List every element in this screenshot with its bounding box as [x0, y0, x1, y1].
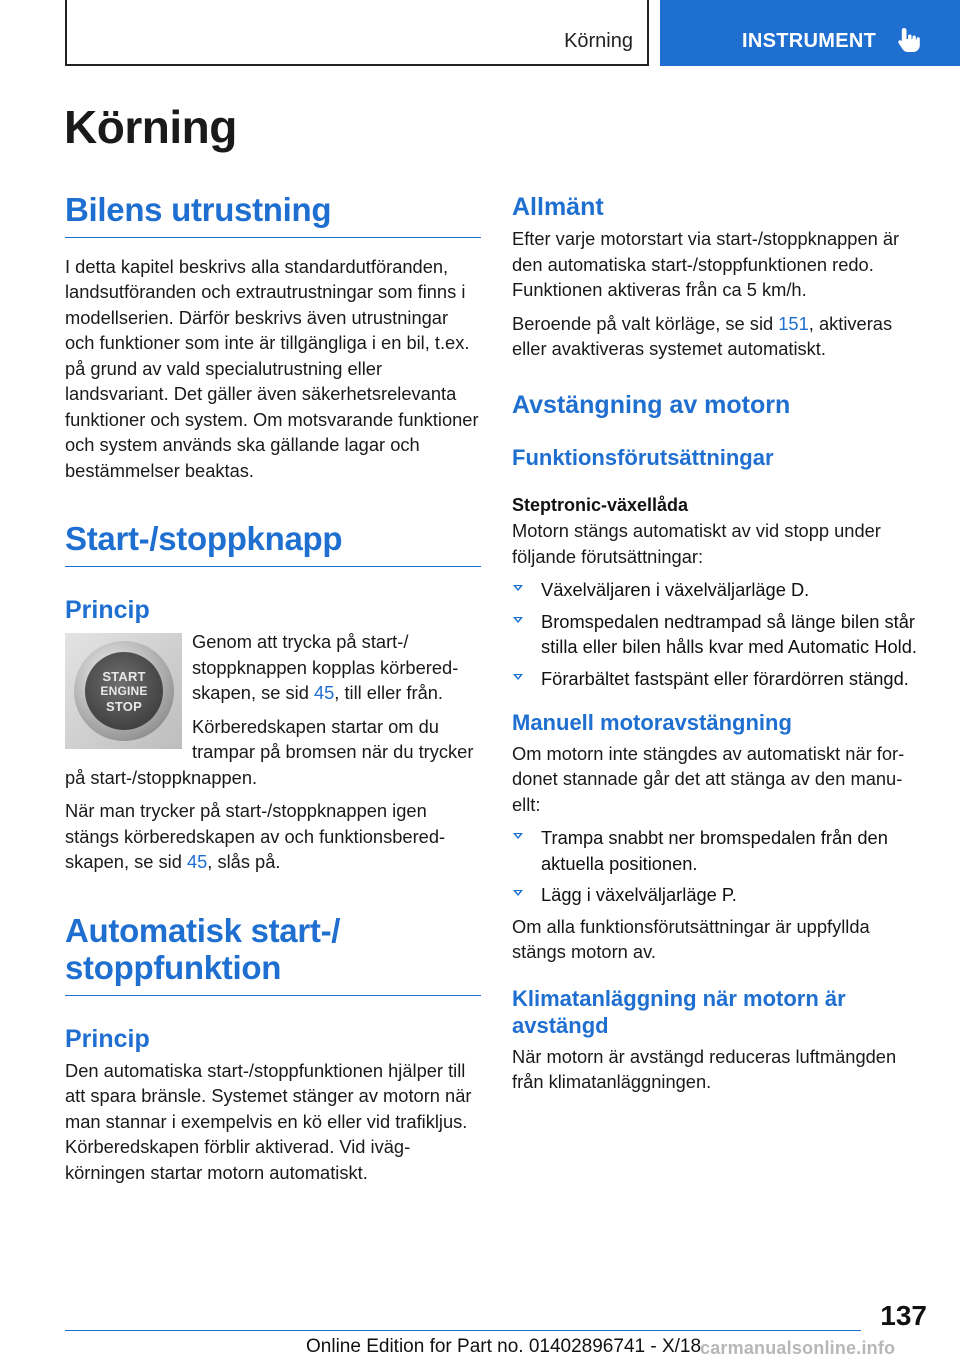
heading-principle: Princip	[65, 1024, 150, 1053]
header-chapter-box	[660, 0, 960, 66]
list-item: Lägg i växelväljarläge P.	[512, 882, 924, 908]
paragraph-manual-result: Om alla funktionsförutsättningar är uppfyllda stängs motorn av.	[512, 915, 870, 962]
heading-equipment: Bilens utrustning	[65, 192, 481, 238]
heading-general: Allmänt	[512, 193, 604, 221]
paragraph-manual-intro: Om motorn inte stängdes av automatiskt när fordonet stannade går det att stänga av den manuellt:	[512, 742, 905, 815]
paragraph-conditions-intro: Motorn stängs automatiskt av vid stopp under följande förutsättningar:	[512, 520, 881, 567]
paragraph-start-stop-2: Körberedskapen startar om du trampar på bromsen när du trycker på start-/stoppknappen.	[65, 715, 474, 788]
list-item: Växelväljaren i växelväljarläge D.	[512, 577, 924, 603]
edition-text: Online Edition for Part no. 01402896741 - X/18	[306, 1336, 702, 1357]
button-image-line: STOP	[106, 698, 142, 714]
paragraph-equipment: I detta kapitel beskrivs alla standardutföranden, landsutföranden och extrautrustningar som finns i modellserien. Därför beskrivs även utrustningar och funktioner som inte är tillgängliga i en bil, t.ex. på grund av vald specialutrustning eller landsvariant. Det gäller även säkerhetsrelevanta funktioner och system. Om motsvarande funktioner och system används ska gällande lagar och bestämmelser beaktas.	[65, 255, 479, 481]
manual-steps-list	[512, 825, 924, 908]
left-column	[65, 192, 481, 1193]
page-link-45[interactable]: 45	[186, 851, 208, 873]
button-image-line: ENGINE	[100, 683, 148, 698]
heading-climate: Klimatanläggning när motorn är avstängd	[512, 985, 846, 1038]
watermark-text: carmanualsonline.info	[700, 1338, 896, 1358]
list-item: Förarbältet fastspänt eller förardörren stängd.	[512, 666, 924, 692]
list-item: Bromspedalen nedtrampad så länge bilen står stilla eller bilen hålls kvar med Automatic Hold.	[512, 609, 924, 660]
header-section-box	[65, 0, 649, 66]
paragraph-start-stop-3: När man trycker på start-/stoppknappen igen stängs körberedskapen av och funktionsberedskapen, se sid 45, slås på.	[65, 800, 446, 873]
heading-engine-off: Avstängning av motorn	[512, 390, 791, 419]
heading-function-conditions: Funktionsförutsättningar	[512, 444, 774, 470]
button-image-line: START	[102, 668, 146, 684]
paragraph-general-2: Beroende på valt körläge, se sid 151, aktiveras eller avaktiveras systemet automatiskt.	[512, 312, 893, 359]
paragraph-general-1: Efter varje motorstart via start-/stoppknappen är den automatiska start-/stoppfunktionen redo. Funktionen aktiveras från ca 5 km/h.	[512, 228, 900, 300]
list-item: Trampa snabbt ner bromspedalen från den aktuella positionen.	[512, 825, 924, 876]
heading-auto-start-stop: Automatisk start-/ stoppfunktion	[65, 913, 481, 996]
heading-manual-engine-off: Manuell motoravstängning	[512, 710, 792, 735]
triangle-bullet-icon	[513, 890, 523, 896]
paragraph-auto-principle: Den automatiska start-/stoppfunktionen hjälper till att spara bränsle. Systemet stänger av motorn när man stannar i exempelvis en kö eller vid trafikljus. Körberedskapen förblir aktiverad. Vid ivägkörningen startar motorn automatiskt.	[65, 1059, 472, 1183]
start-engine-stop-button-image	[65, 633, 182, 749]
hand-pointer-icon	[896, 26, 922, 54]
heading-principle: Princip	[65, 596, 150, 625]
page-link-45[interactable]: 45	[313, 682, 335, 704]
footer-divider	[65, 1330, 861, 1331]
page-title: Körning	[64, 101, 237, 153]
triangle-bullet-icon	[513, 833, 523, 839]
header-section-label: Körning	[564, 30, 633, 52]
page-number: 137	[880, 1300, 927, 1331]
triangle-bullet-icon	[513, 674, 523, 680]
paragraph-climate: När motorn är avstängd reduceras luftmängden från klimatanläggningen.	[512, 1045, 897, 1092]
conditions-list	[512, 577, 924, 691]
page-link-151[interactable]: 151	[778, 312, 809, 334]
triangle-bullet-icon	[513, 585, 523, 591]
header-chapter-label: INSTRUMENT	[742, 30, 877, 52]
paragraph-start-stop-1: Genom att trycka på start-/ stoppknappen kopplas körberedskapen, se sid 45, till eller från.	[192, 631, 459, 704]
right-column	[512, 192, 924, 1103]
triangle-bullet-icon	[513, 617, 523, 623]
heading-steptronic: Steptronic-växellåda	[512, 495, 689, 515]
heading-start-stop-button: Start-/stoppknapp	[65, 521, 481, 567]
